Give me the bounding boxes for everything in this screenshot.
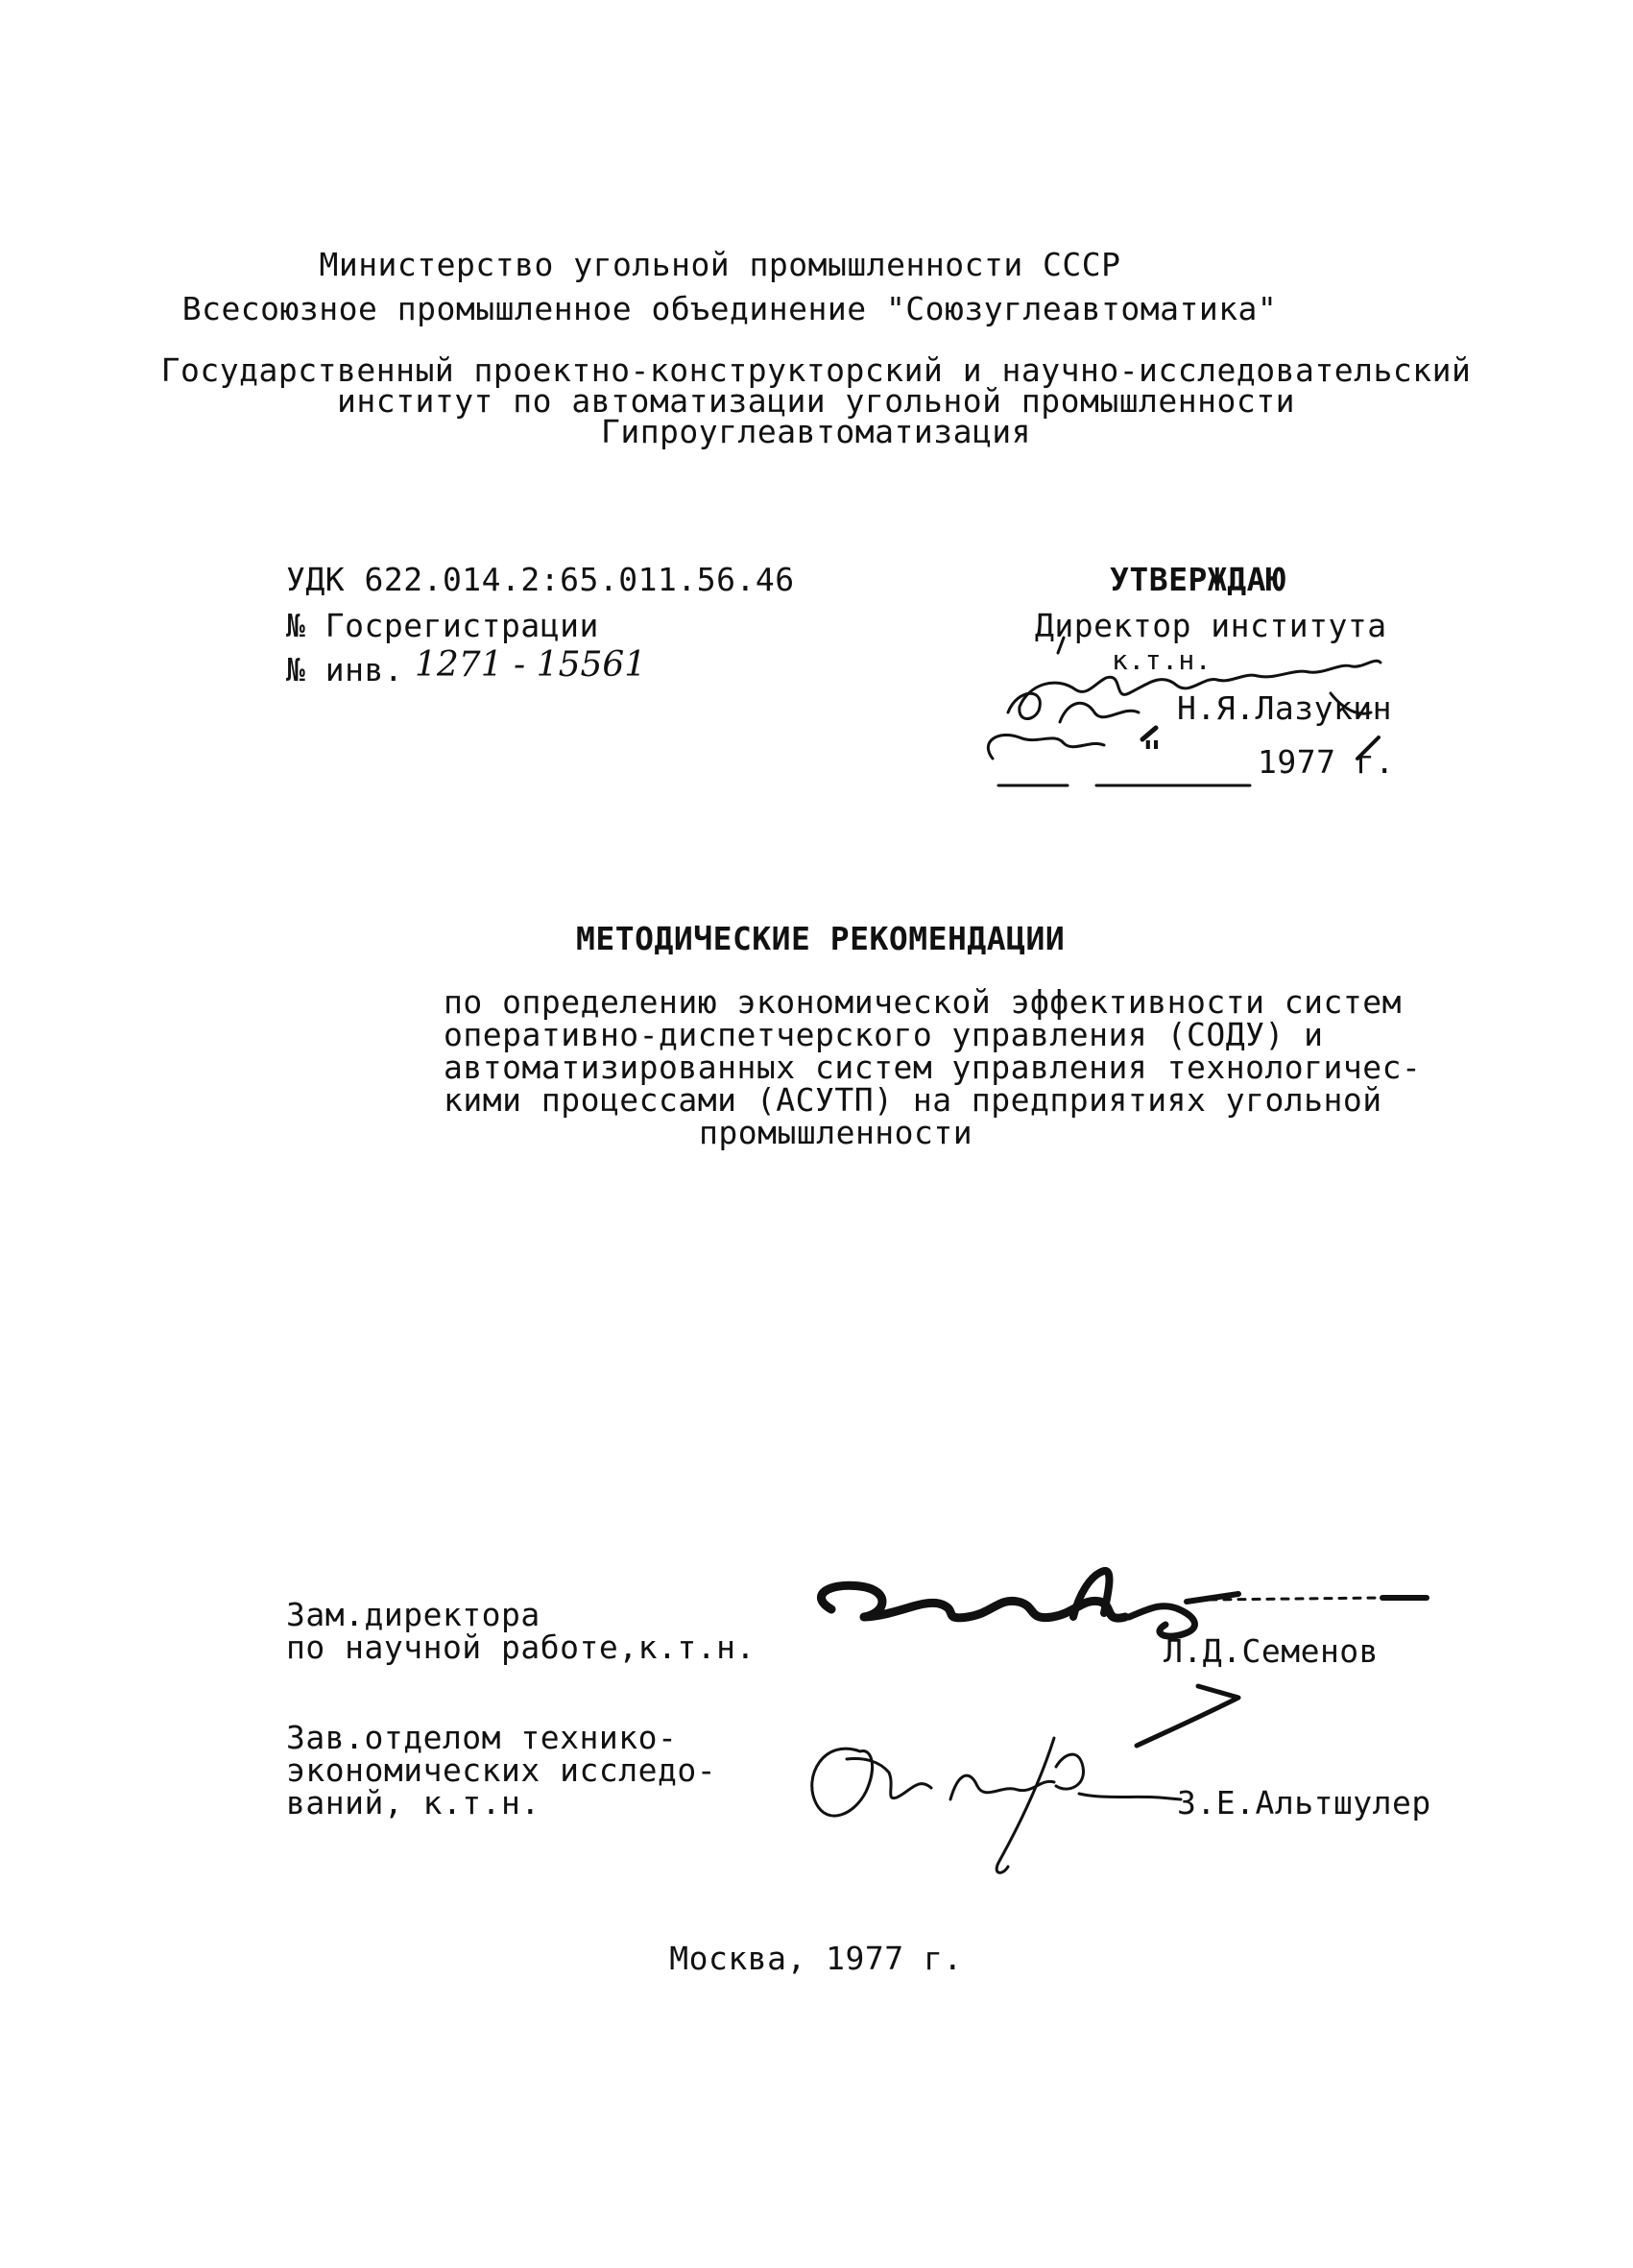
department-head-signature-image — [812, 1738, 1181, 1872]
approver-degree: к.т.н. — [1112, 644, 1213, 676]
document-title: МЕТОДИЧЕСКИЕ РЕКОМЕНДАЦИИ — [576, 920, 1066, 957]
inventory-label: № инв. — [286, 651, 404, 688]
ministry-line: Министерство угольной промышленности СССР — [319, 246, 1121, 283]
subtitle-line: автоматизированных систем управления технологичес- — [444, 1049, 1422, 1086]
state-registration: № Госрегистрации — [286, 607, 599, 644]
inventory-number: 1271 - 15561 — [415, 645, 647, 685]
institute-short-name: Гипроуглеавтоматизация — [600, 413, 1032, 450]
approver-position: Директор института — [1035, 607, 1387, 644]
signatory-name: З.Е.Альтшулер — [1177, 1784, 1431, 1822]
signatory-name: Л.Д.Семенов — [1164, 1632, 1380, 1670]
udk-code: УДК 622.014.2:65.011.56.46 — [286, 561, 795, 598]
subtitle-line: кими процессами (АСУТП) на предприятиях угольной — [444, 1081, 1382, 1119]
subtitle-line: оперативно-диспетчерского управления (СОДУ) и — [444, 1016, 1324, 1053]
approval-year: 1977 г. — [1258, 743, 1395, 781]
place-and-year: Москва, 1977 г. — [669, 1940, 963, 1977]
association-line: Всесоюзное промышленное объединение "Союзуглеавтоматика" — [181, 290, 1278, 327]
signatory-position-line: Зав.отделом технико- — [286, 1719, 678, 1756]
subtitle-line: по определению экономической эффективности систем — [444, 983, 1403, 1021]
signatory-position-line: по научной работе,к.т.н. — [286, 1629, 756, 1666]
signatory-position-line: ваний, к.т.н. — [286, 1784, 540, 1822]
institute-line-1: Государственный проектно-конструкторский и научно-исследовательский — [160, 351, 1472, 389]
subtitle-line: промышленности — [699, 1114, 973, 1151]
approval-date-mark: " — [1142, 734, 1163, 771]
institute-line-2: институт по автоматизации угольной промышленности — [336, 382, 1296, 420]
approval-title: УТВЕРЖДАЮ — [1110, 561, 1286, 598]
approver-name: Н.Я.Лазукин — [1177, 689, 1393, 727]
signatory-position-line: Зам.директора — [286, 1596, 540, 1633]
signatory-position-line: экономических исследо- — [286, 1751, 717, 1789]
